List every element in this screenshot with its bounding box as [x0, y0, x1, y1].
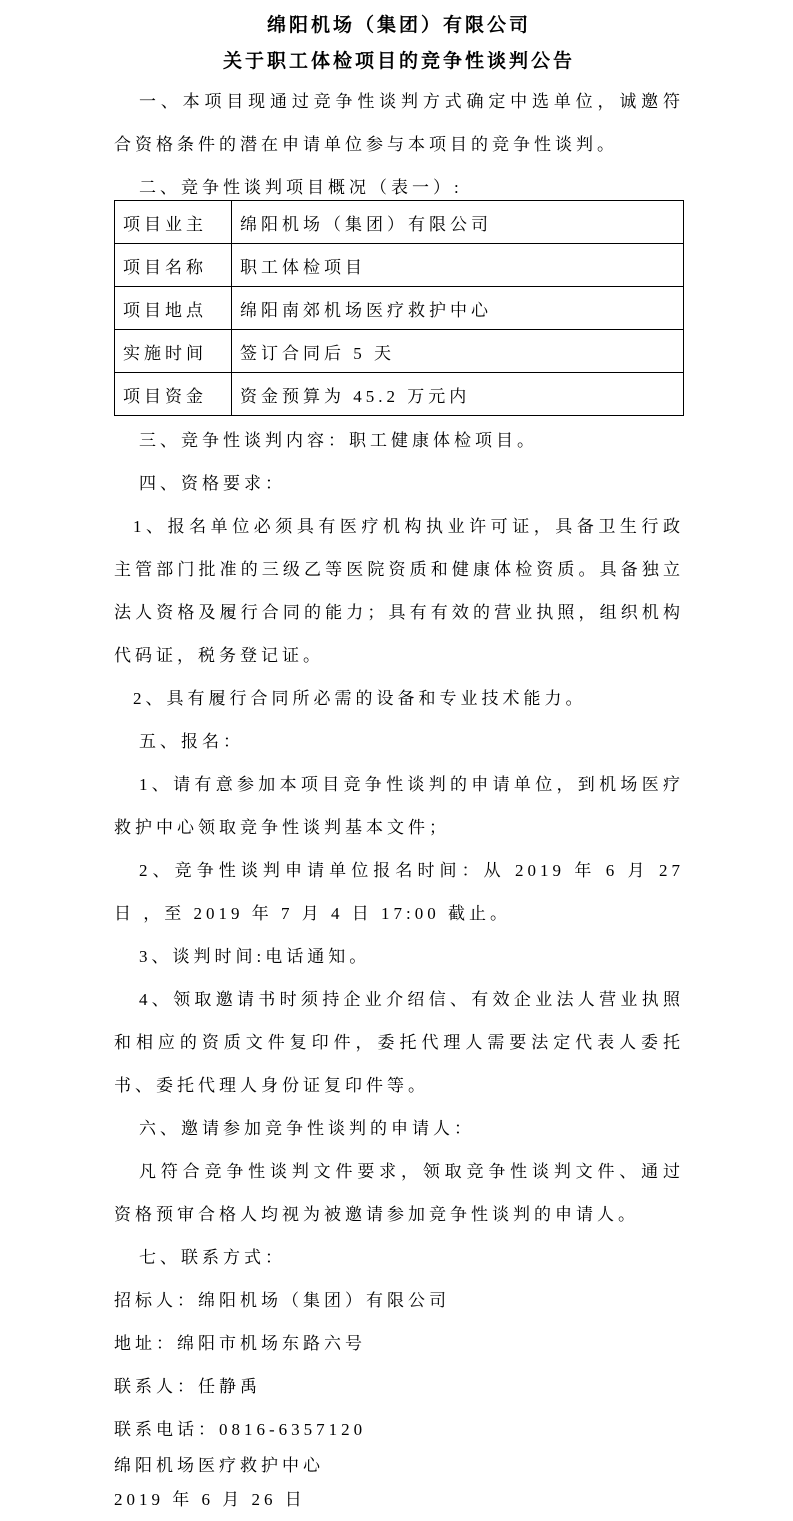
table-label-cell: 实施时间 [115, 330, 232, 373]
contact-phone: 联系电话：0816-6357120 [114, 1420, 367, 1439]
para-qualification-1: 1、报名单位必须具有医疗机构执业许可证，具备卫生行政主管部门批准的三级乙等医院资质和健康体检资质。具备独立法人资格及履行合同的能力；具有有效的营业执照，组织机构代码证，税务登记证。 [114, 517, 684, 665]
table-row [115, 330, 684, 373]
para-registration-4: 4、领取邀请书时须持企业介绍信、有效企业法人营业执照和相应的资质文件复印件，委托代理人需要法定代表人委托书、委托代理人身份证复印件等。 [114, 990, 684, 1095]
contact-person: 联系人：任静禹 [114, 1377, 261, 1396]
table-value-cell: 资金预算为 45.2 万元内 [232, 373, 684, 416]
table-value-cell: 职工体检项目 [232, 244, 684, 287]
doc-title: 绵阳机场（集团）有限公司 [266, 15, 531, 36]
heading-contact: 七、联系方式： [139, 1248, 286, 1267]
table-value-cell: 绵阳南郊机场医疗救护中心 [232, 287, 684, 330]
heading-invitation: 六、邀请参加竞争性谈判的申请人： [139, 1119, 475, 1138]
heading-overview: 二、竞争性谈判项目概况（表一）: [139, 178, 463, 197]
table-row [115, 373, 684, 416]
table-label-cell: 项目地点 [115, 287, 232, 330]
table-value-cell: 签订合同后 5 天 [232, 330, 684, 373]
contact-bidder: 招标人：绵阳机场（集团）有限公司 [114, 1291, 450, 1310]
para-qualification-2: 2、具有履行合同所必需的设备和专业技术能力。 [133, 689, 587, 708]
signature-org: 绵阳机场医疗救护中心 [114, 1456, 324, 1475]
doc-subtitle: 关于职工体检项目的竞争性谈判公告 [222, 51, 575, 72]
project-info-table [114, 200, 684, 416]
para-registration-2: 2、竞争性谈判申请单位报名时间：从 2019 年 6 月 27 日 ，至 2019 年 7 月 4 日 17:00 截止。 [114, 861, 684, 923]
signature-date: 2019 年 6 月 26 日 [114, 1490, 306, 1509]
para-intro: 一、本项目现通过竞争性谈判方式确定中选单位，诚邀符合资格条件的潜在申请单位参与本项目的竞争性谈判。 [114, 92, 684, 154]
heading-content: 三、竞争性谈判内容：职工健康体检项目。 [139, 431, 538, 450]
heading-qualification: 四、资格要求： [139, 474, 286, 493]
table-label-cell: 项目资金 [115, 373, 232, 416]
contact-address: 地址：绵阳市机场东路六号 [114, 1334, 366, 1353]
heading-registration: 五、报名： [139, 732, 244, 751]
table-label-cell: 项目业主 [115, 201, 232, 244]
table-value-cell: 绵阳机场（集团）有限公司 [232, 201, 684, 244]
para-registration-1: 1、请有意参加本项目竞争性谈判的申请单位，到机场医疗救护中心领取竞争性谈判基本文件； [114, 775, 684, 837]
para-registration-3: 3、谈判时间:电话通知。 [139, 947, 371, 966]
table-row [115, 244, 684, 287]
para-invitation: 凡符合竞争性谈判文件要求，领取竞争性谈判文件、通过资格预审合格人均视为被邀请参加竞争性谈判的申请人。 [114, 1162, 684, 1224]
table-label-cell: 项目名称 [115, 244, 232, 287]
table-row [115, 287, 684, 330]
